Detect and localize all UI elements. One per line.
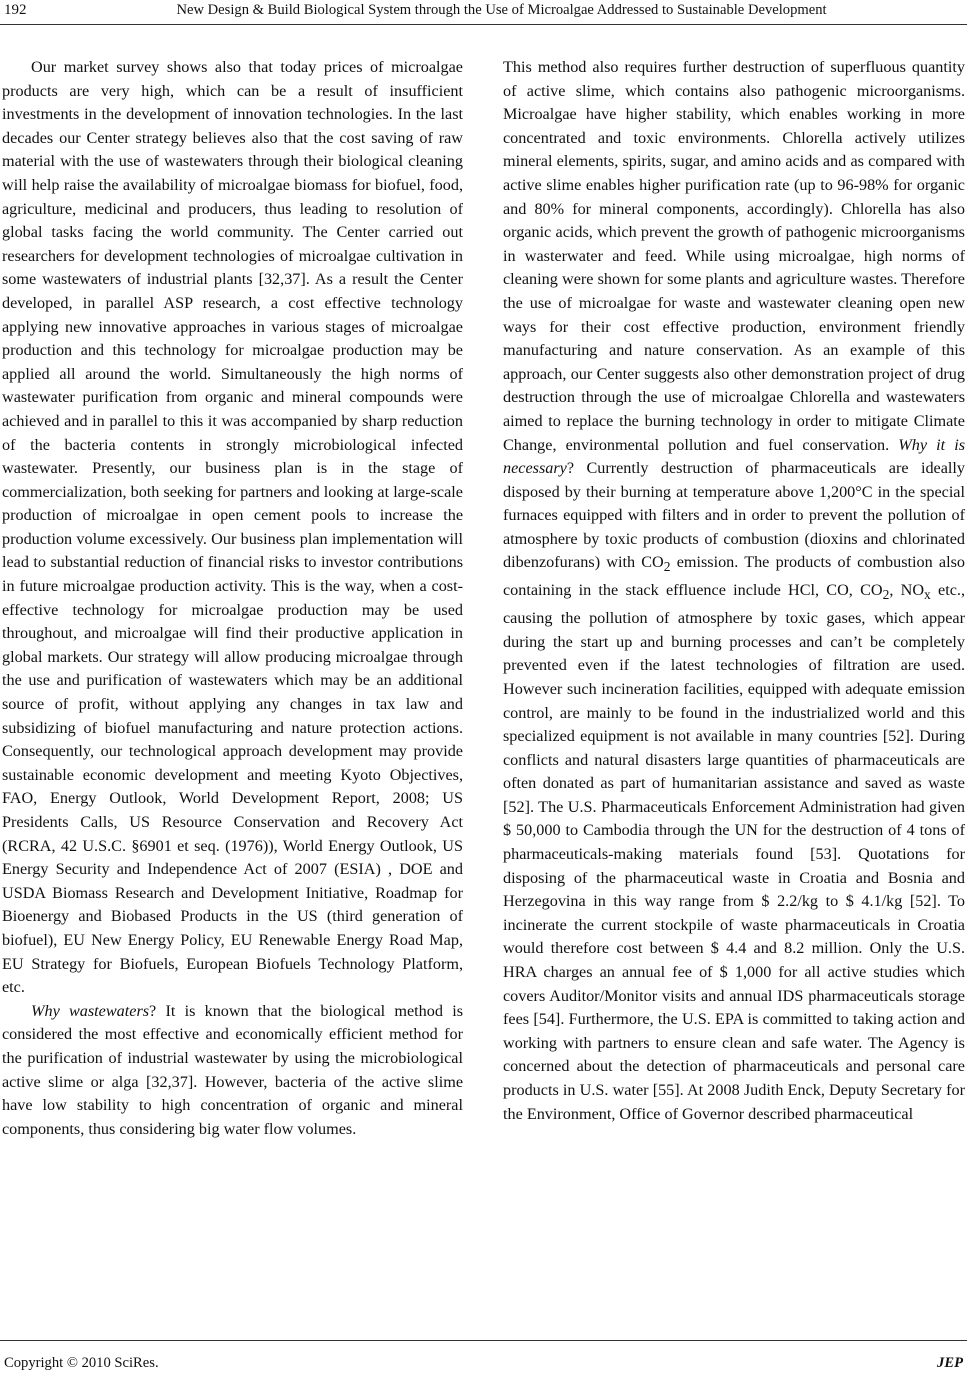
subscript-2: 2	[882, 587, 890, 603]
paragraph-market-survey: Our market survey shows also that today prices of microalgae products are very high, which can be a result of insufficient investments in the development of innovation technologies. In the last decades our Center strategy believes also that the cost saving of raw material with the use of wastewaters through their biological cleaning will help raise the availability of microalgae biomass for biofuel, food, agriculture, medicinal and producers, thus leading to resolution of global tasks facing the world community. The Center carried out researchers for development technologies of microalgae cultivation in some wastewaters of industrial plants [32,37]. As a result the Center developed, in parallel ASP research, a cost effective technology applying new innovative approaches in various stages of microalgae production and this technology for microalgae production may be applied all around the world. Simultaneously the high norms of wastewater purification from organic and mineral compounds were achieved and in parallel to this it was accompanied by sharp reduction of the bacteria contents in strongly microbiological infected wastewater. Presently, our business plan is in the stage of commercialization, both seeking for partners and looking at large-scale production of microalgae in open cement pools to increase the production volume excessively. Our business plan implementation will lead to substantial reduction of financial risks to investor contributions in future microalgae production activity. This is the way, when a cost-effective technology for microalgae production may be used throughout, and microalgae will find their productive application in global markets. Our strategy will allow producing microalgae through the use and purification of wastewaters which may be an additional source of profit, without applying any changes in tax law and subsidizing of biofuel manufacturing and nature protection actions. Consequently, our technological approach development may provide sustainable economic development and meeting Kyoto Objectives, FAO, Energy Outlook, World Development Report, 2008; US Presidents Calls, US Resource Conservation and Recovery Act (RCRA, 42 U.S.C. §6901 et seq. (1976)), World Energy Outlook, US Energy Security and Independence Act of 2007 (ESIA) , DOE and USDA Biomass Research and Development Initiative, Roadmap for Bioenergy and Biobased Products in the US (third generation of biofuel), EU New Energy Policy, EU Renewable Energy Road Map, EU Strategy for Biofuels, European Biofuels Technology Platform, etc.	[2, 58, 463, 997]
text-segment-3: emission. The products of combustion also containing in the stack effluence include HCl, CO, CO	[503, 553, 965, 600]
text-segment-1: This method also requires further destruction of superfluous quantity of active slime, which contains also pathogenic microorganisms. Microalgae have higher stability, which enables working in more concentrated and toxic environments. Chlorella actively utilizes mineral elements, spirits, sugar, and amino acids and as compared with active slime enables higher purification rate (up to 96-98% for organic and 80% for mineral components, accordingly). Chlorella has also organic acids, which prevent the growth of pathogenic microorganisms in wasterwater and feed. While using microalgae, high norms of cleaning were shown for some plants and agriculture wastes. Therefore the use of microalgae for waste and wastewater cleaning open new ways for their cost effective production, environment friendly manufacturing and nature conservation. As an example of this approach, our Center suggests also other demonstration project of drug destruction through the use of microalgae Chlorella and wastewaters aimed to replace the burning technology in order to mitigate Climate Change, environmental pollution and fuel conservation.	[503, 58, 965, 454]
paragraph-continued	[503, 56, 965, 1126]
text-segment-4: , NO	[889, 581, 925, 600]
subscript-2: 2	[663, 559, 671, 575]
text-segment-2: ? Currently destruction of pharmaceuticals are ideally disposed by their burning at temperature above 1,200°C in the special furnaces equipped with filters and in order to prevent the pollution of atmosphere by toxic products of combustion (dioxins and chlorinated dibenzofurans) with CO	[503, 459, 965, 572]
page-number: 192	[4, 2, 27, 18]
paragraph-why-wastewaters	[2, 1000, 463, 1142]
page-header	[0, 0, 967, 30]
copyright-notice: Copyright © 2010 SciRes.	[4, 1355, 159, 1371]
subscript-x: x	[924, 587, 931, 603]
footer-rule	[0, 1340, 967, 1341]
journal-abbreviation: JEP	[937, 1355, 963, 1371]
running-title: New Design & Build Biological System through the Use of Microalgae Addressed to Sustainable Development	[176, 2, 827, 18]
header-rule	[0, 24, 967, 25]
why-wastewaters-lead: Why wastewaters	[31, 1001, 150, 1020]
right-column	[503, 56, 965, 1126]
text-segment-5: etc., causing the pollution of atmosphere by toxic gases, which appear during the start up and burning processes and can’t be completely prevented even if the latest technologies of filtration are used. However such incineration facilities, equipped with adequate emission control, are mainly to be found in the industrialized world and this specialized equipment is not available in many countries [52]. During conflicts and natural disasters large quantities of pharmaceuticals are often donated as part of humanitarian assistance and saved as waste [52]. The U.S. Pharmaceuticals Enforcement Administration had given $ 50,000 to Cambodia through the UN for the destruction of 4 tons of pharmaceuticals-making materials found [53]. Quotations for disposing of the pharmaceutical waste in Croatia and Bosnia and Herzegovina in this way range from $ 2.2/kg to $ 4.1/kg [52]. To incinerate the current stockpile of waste pharmaceuticals in Croatia would therefore cost between $ 4.4 and 8.2 million. Only the U.S. HRA charges an annual fee of $ 1,000 for all active studies which covers Auditor/Monitor visits and annual IDS pharmaceuticals storage fees [54]. Furthermore, the U.S. EPA is committed to taking action and working with partners to ensure clean and safe water. The Agency is concerned about the detection of pharmaceuticals and personal care products in U.S. water [55]. At 2008 Judith Enck, Deputy Secretary for the Environment, Office of Governor described pharmaceutical	[503, 581, 965, 1123]
why-necessary-lead: Why it is necessary	[503, 435, 965, 478]
left-column	[2, 56, 463, 1141]
why-wastewaters-text: ? It is known that the biological method is considered the most effective and economically efficient method for the purification of industrial wastewater by using the microbiological active slime or alga [32,37]. However, bacteria of the active slime have low stability to high concentration of organic and mineral components, thus considering big water flow volumes.	[2, 1001, 463, 1138]
